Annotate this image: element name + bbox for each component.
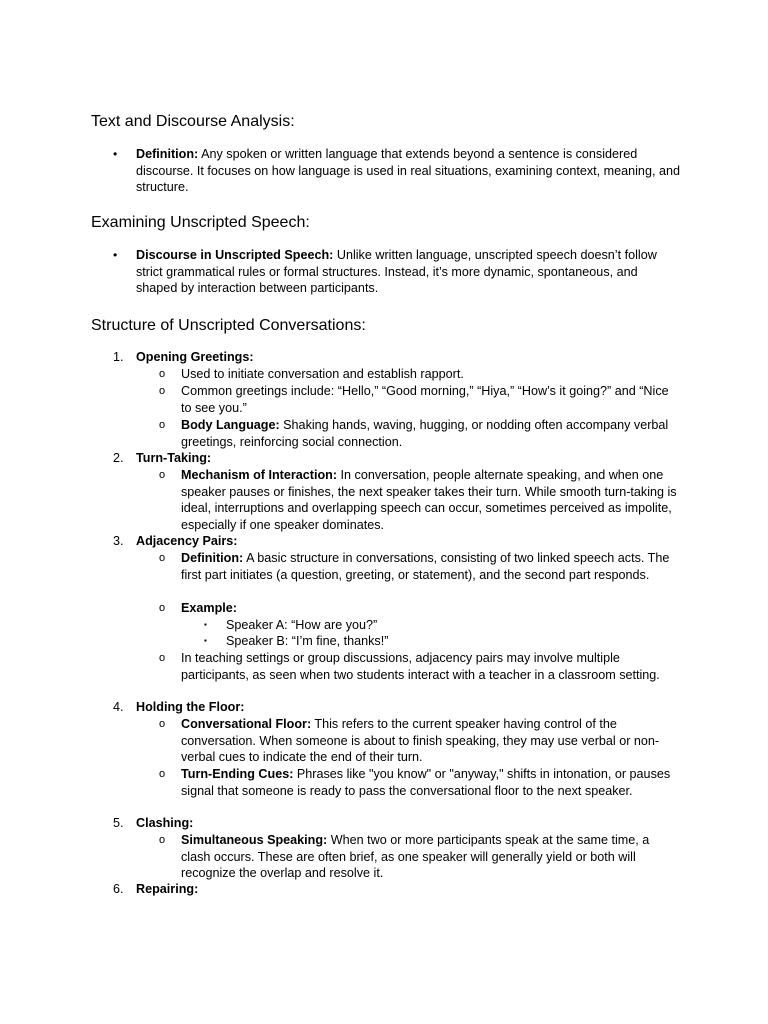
discourse-paragraph (136, 247, 681, 297)
sub-list-item: Speaker A: “How are you?” (226, 618, 378, 632)
list-number: 5. (113, 816, 124, 830)
list-item (181, 716, 681, 766)
sub-marker: o (159, 652, 166, 664)
list-item (181, 832, 681, 882)
bullet-marker: • (113, 147, 118, 161)
list-number: 1. (113, 350, 124, 364)
list-number: 3. (113, 534, 124, 548)
item-label: Mechanism of Interaction: (181, 468, 338, 482)
sub-marker: o (159, 419, 166, 431)
sub-marker: o (159, 602, 166, 614)
item-text: When two or more participants speak at the same time, a clash occurs. These are often brief, as one speaker will generally yield or both will recognize the overlap and resolve it. (181, 833, 650, 881)
sub-marker: o (159, 718, 166, 730)
item-label: Turn-Ending Cues: (181, 767, 294, 781)
item-text: Common greetings include: “Hello,” “Good morning,” “Hiya,” “How’s it going?” and “Nice to see you.” (181, 384, 669, 415)
item-text: In teaching settings or group discussions, adjacency pairs may involve multiple participants, as seen when two students interact with a teacher in a classroom setting. (181, 651, 660, 682)
sub-marker: o (159, 368, 166, 380)
sub-marker: o (159, 768, 166, 780)
item-label: Definition: (181, 551, 244, 565)
sub-marker: o (159, 552, 166, 564)
list-item (181, 550, 681, 583)
sub-marker: o (159, 469, 166, 481)
square-marker: ▪ (204, 620, 207, 629)
item-text: A basic structure in conversations, consisting of two linked speech acts. The first part initiates (a question, greeting, or statement), and the second part responds. (181, 551, 670, 582)
item-text: This refers to the current speaker having control of the conversation. When someone is about to finish speaking, they may use verbal or non-verbal cues to indicate the end of their turn. (181, 717, 660, 765)
list-item (181, 383, 681, 416)
list-number: 6. (113, 882, 124, 896)
item-text: Shaking hands, waving, hugging, or nodding often accompany verbal greetings, reinforcing social connection. (181, 418, 669, 449)
list-title-holding-floor: Holding the Floor: (136, 700, 245, 714)
definition-label: Definition: (136, 147, 199, 161)
item-label: Example: (181, 601, 237, 615)
list-item (181, 650, 681, 683)
bullet-marker: • (113, 248, 118, 262)
item-text: Used to initiate conversation and establish rapport. (181, 367, 464, 381)
list-title-opening-greetings: Opening Greetings: (136, 350, 254, 364)
list-title-repairing: Repairing: (136, 882, 199, 896)
list-item (181, 366, 681, 383)
item-text: In conversation, people alternate speaking, and when one speaker pauses or finishes, the next speaker takes their turn. While smooth turn-taking is ideal, interruptions and overlapping speech can occur, sometimes perceived as impolite, especially if one speaker dominates. (181, 468, 677, 532)
discourse-text: Unlike written language, unscripted speech doesn’t follow strict grammatical rules or formal structures. Instead, it’s more dynamic, spontaneous, and shaped by interaction between participants. (136, 248, 657, 296)
sub-marker: o (159, 385, 166, 397)
list-item (181, 766, 681, 799)
square-marker: ▪ (204, 636, 207, 645)
list-title-turn-taking: Turn-Taking: (136, 451, 212, 465)
list-number: 2. (113, 451, 124, 465)
discourse-label: Discourse in Unscripted Speech: (136, 248, 334, 262)
list-number: 4. (113, 700, 124, 714)
heading-structure: Structure of Unscripted Conversations: (91, 317, 366, 334)
list-item (181, 467, 681, 533)
item-label: Conversational Floor: (181, 717, 312, 731)
item-label: Body Language: (181, 418, 280, 432)
heading-unscripted-speech: Examining Unscripted Speech: (91, 214, 310, 231)
list-title-clashing: Clashing: (136, 816, 194, 830)
sub-marker: o (159, 834, 166, 846)
list-item (181, 600, 681, 617)
item-label: Simultaneous Speaking: (181, 833, 328, 847)
definition-paragraph (136, 146, 681, 196)
list-title-adjacency-pairs: Adjacency Pairs: (136, 534, 238, 548)
sub-list-item: Speaker B: “I’m fine, thanks!” (226, 634, 389, 648)
definition-text: Any spoken or written language that extends beyond a sentence is considered discourse. It focuses on how language is used in real situations, examining context, meaning, and structure. (136, 147, 680, 195)
heading-text-discourse: Text and Discourse Analysis: (91, 113, 295, 130)
item-text: Phrases like "you know" or "anyway," shifts in intonation, or pauses signal that someone is ready to pass the conversational floor to the next speaker. (181, 767, 671, 798)
list-item (181, 417, 681, 450)
